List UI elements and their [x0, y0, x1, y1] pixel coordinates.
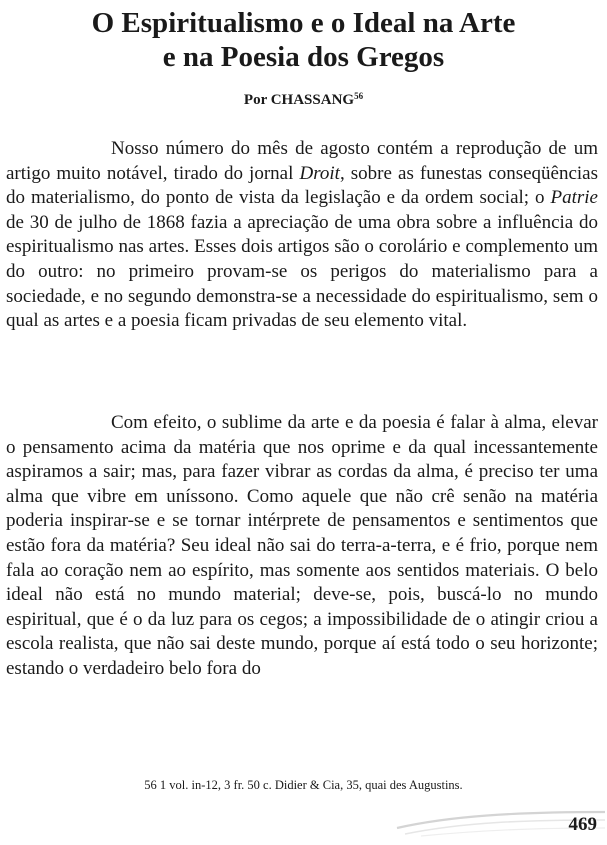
- footnote-reference[interactable]: 56: [354, 91, 364, 101]
- newspaper-name-patrie: Patrie: [550, 187, 598, 209]
- byline: [0, 91, 607, 109]
- paragraph-2: Com efeito, o sublime da arte e da poesia é falar à alma, elevar o pensamento acima da matéria que nos oprime e da qual incessantemente aspiramos a sair; mas, para fazer vibrar as cordas da alma, é preciso ter uma alma que vibre em uníssono. Como aquele que não crê senão na matéria poderia inspirar-se e se tornar intérprete de pensamentos e sentimentos que estão fora da matéria? Seu ideal não sai do terra-a-terra, e é frio, porque nem fala ao coração nem ao espírito, mas somente aos sentidos materiais. O belo ideal não está no mundo material; deve-se, pois, buscá-lo no mundo espiritual, que é o da luz para os cegos; a impossibilidade de o atingir criou a escola realista, que não sai deste mundo, porque aí está todo o seu horizonte; estando o verdadeiro belo fora do: [6, 412, 598, 679]
- footnote: 56 1 vol. in-12, 3 fr. 50 c. Didier & Cia, 35, quai des Augustins.: [144, 778, 463, 792]
- author-name: Por CHASSANG: [243, 92, 355, 108]
- paragraph-1-text-c: , sobre as funestas conseqüências do materialismo, do ponto de vista da legislação e da ordem social; o: [6, 162, 598, 209]
- page-number: 469: [568, 814, 597, 835]
- title-line-2: e na Poesia dos Gregos: [162, 41, 445, 73]
- paragraph-1-text-e: de 30 de julho de 1868 fazia a apreciação de uma obra sobre a influência do espiritualismo nas artes. Esses dois artigos são o corolário e complemento um do outro: no primeiro provam-se os perigos do materialismo para a sociedade, e no segundo demonstra-se a necessidade do espiritualismo, sem o qual as artes e a poesia ficam privadas de seu elemento vital.: [6, 211, 598, 332]
- paragraph-1: [6, 137, 598, 334]
- title-line-1: O Espiritualismo e o Ideal na Arte: [91, 7, 516, 39]
- newspaper-name-droit: Droit: [299, 162, 340, 184]
- article-title: [0, 6, 607, 74]
- paragraph-1-text-a: Nosso número do mês de agosto contém a reprodução de um artigo muito notável, tirado do jornal: [6, 138, 598, 184]
